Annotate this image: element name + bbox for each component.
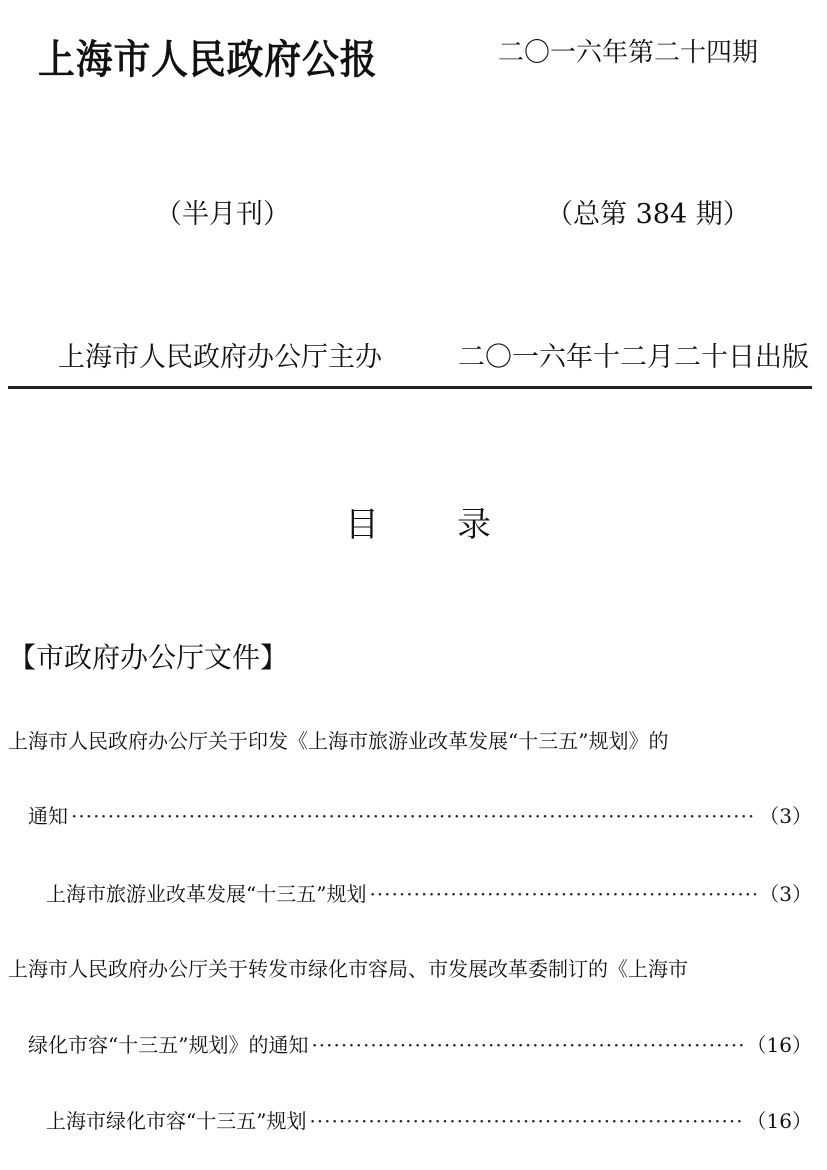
toc-section-title: 【市政府办公厅文件】 bbox=[8, 641, 289, 674]
issue-number: 二〇一六年第二十四期 bbox=[498, 38, 759, 68]
toc-entry-title[interactable]: 上海市人民政府办公厅关于转发市绿化市容局、市发展改革委制订的《上海市 bbox=[8, 957, 688, 981]
toc-entry[interactable] bbox=[46, 1105, 812, 1134]
toc-page-number: （3） bbox=[759, 882, 812, 906]
toc-entry-title-cont: 通知 bbox=[28, 804, 68, 828]
dot-leader bbox=[309, 1109, 743, 1133]
toc-entry[interactable] bbox=[28, 1029, 812, 1058]
toc-entry-title-cont: 绿化市容“十三五”规划》的通知 bbox=[28, 1033, 309, 1057]
toc-entry-title: 上海市旅游业改革发展“十三五”规划 bbox=[46, 882, 367, 906]
toc-entry-title: 上海市绿化市容“十三五”规划 bbox=[46, 1109, 307, 1133]
dot-leader bbox=[311, 1033, 743, 1057]
toc-page-number: （16） bbox=[746, 1109, 812, 1133]
serial-number: （总第 384 期） bbox=[546, 199, 750, 230]
dot-leader bbox=[71, 804, 756, 828]
sponsor: 上海市人民政府办公厅主办 bbox=[58, 342, 382, 373]
toc-entry-title[interactable]: 上海市人民政府办公厅关于印发《上海市旅游业改革发展“十三五”规划》的 bbox=[8, 729, 669, 753]
toc-heading: 目录 bbox=[345, 505, 569, 545]
toc-page-number: （16） bbox=[746, 1033, 812, 1057]
publication-frequency: （半月刊） bbox=[155, 199, 290, 230]
toc-entry[interactable] bbox=[46, 878, 812, 907]
toc-entry[interactable] bbox=[28, 800, 812, 829]
publish-date: 二〇一六年十二月二十日出版 bbox=[458, 342, 809, 373]
header-divider bbox=[8, 386, 812, 389]
gazette-title: 上海市人民政府公报 bbox=[38, 36, 378, 83]
dot-leader bbox=[369, 882, 756, 906]
toc-page-number: （3） bbox=[759, 804, 812, 828]
